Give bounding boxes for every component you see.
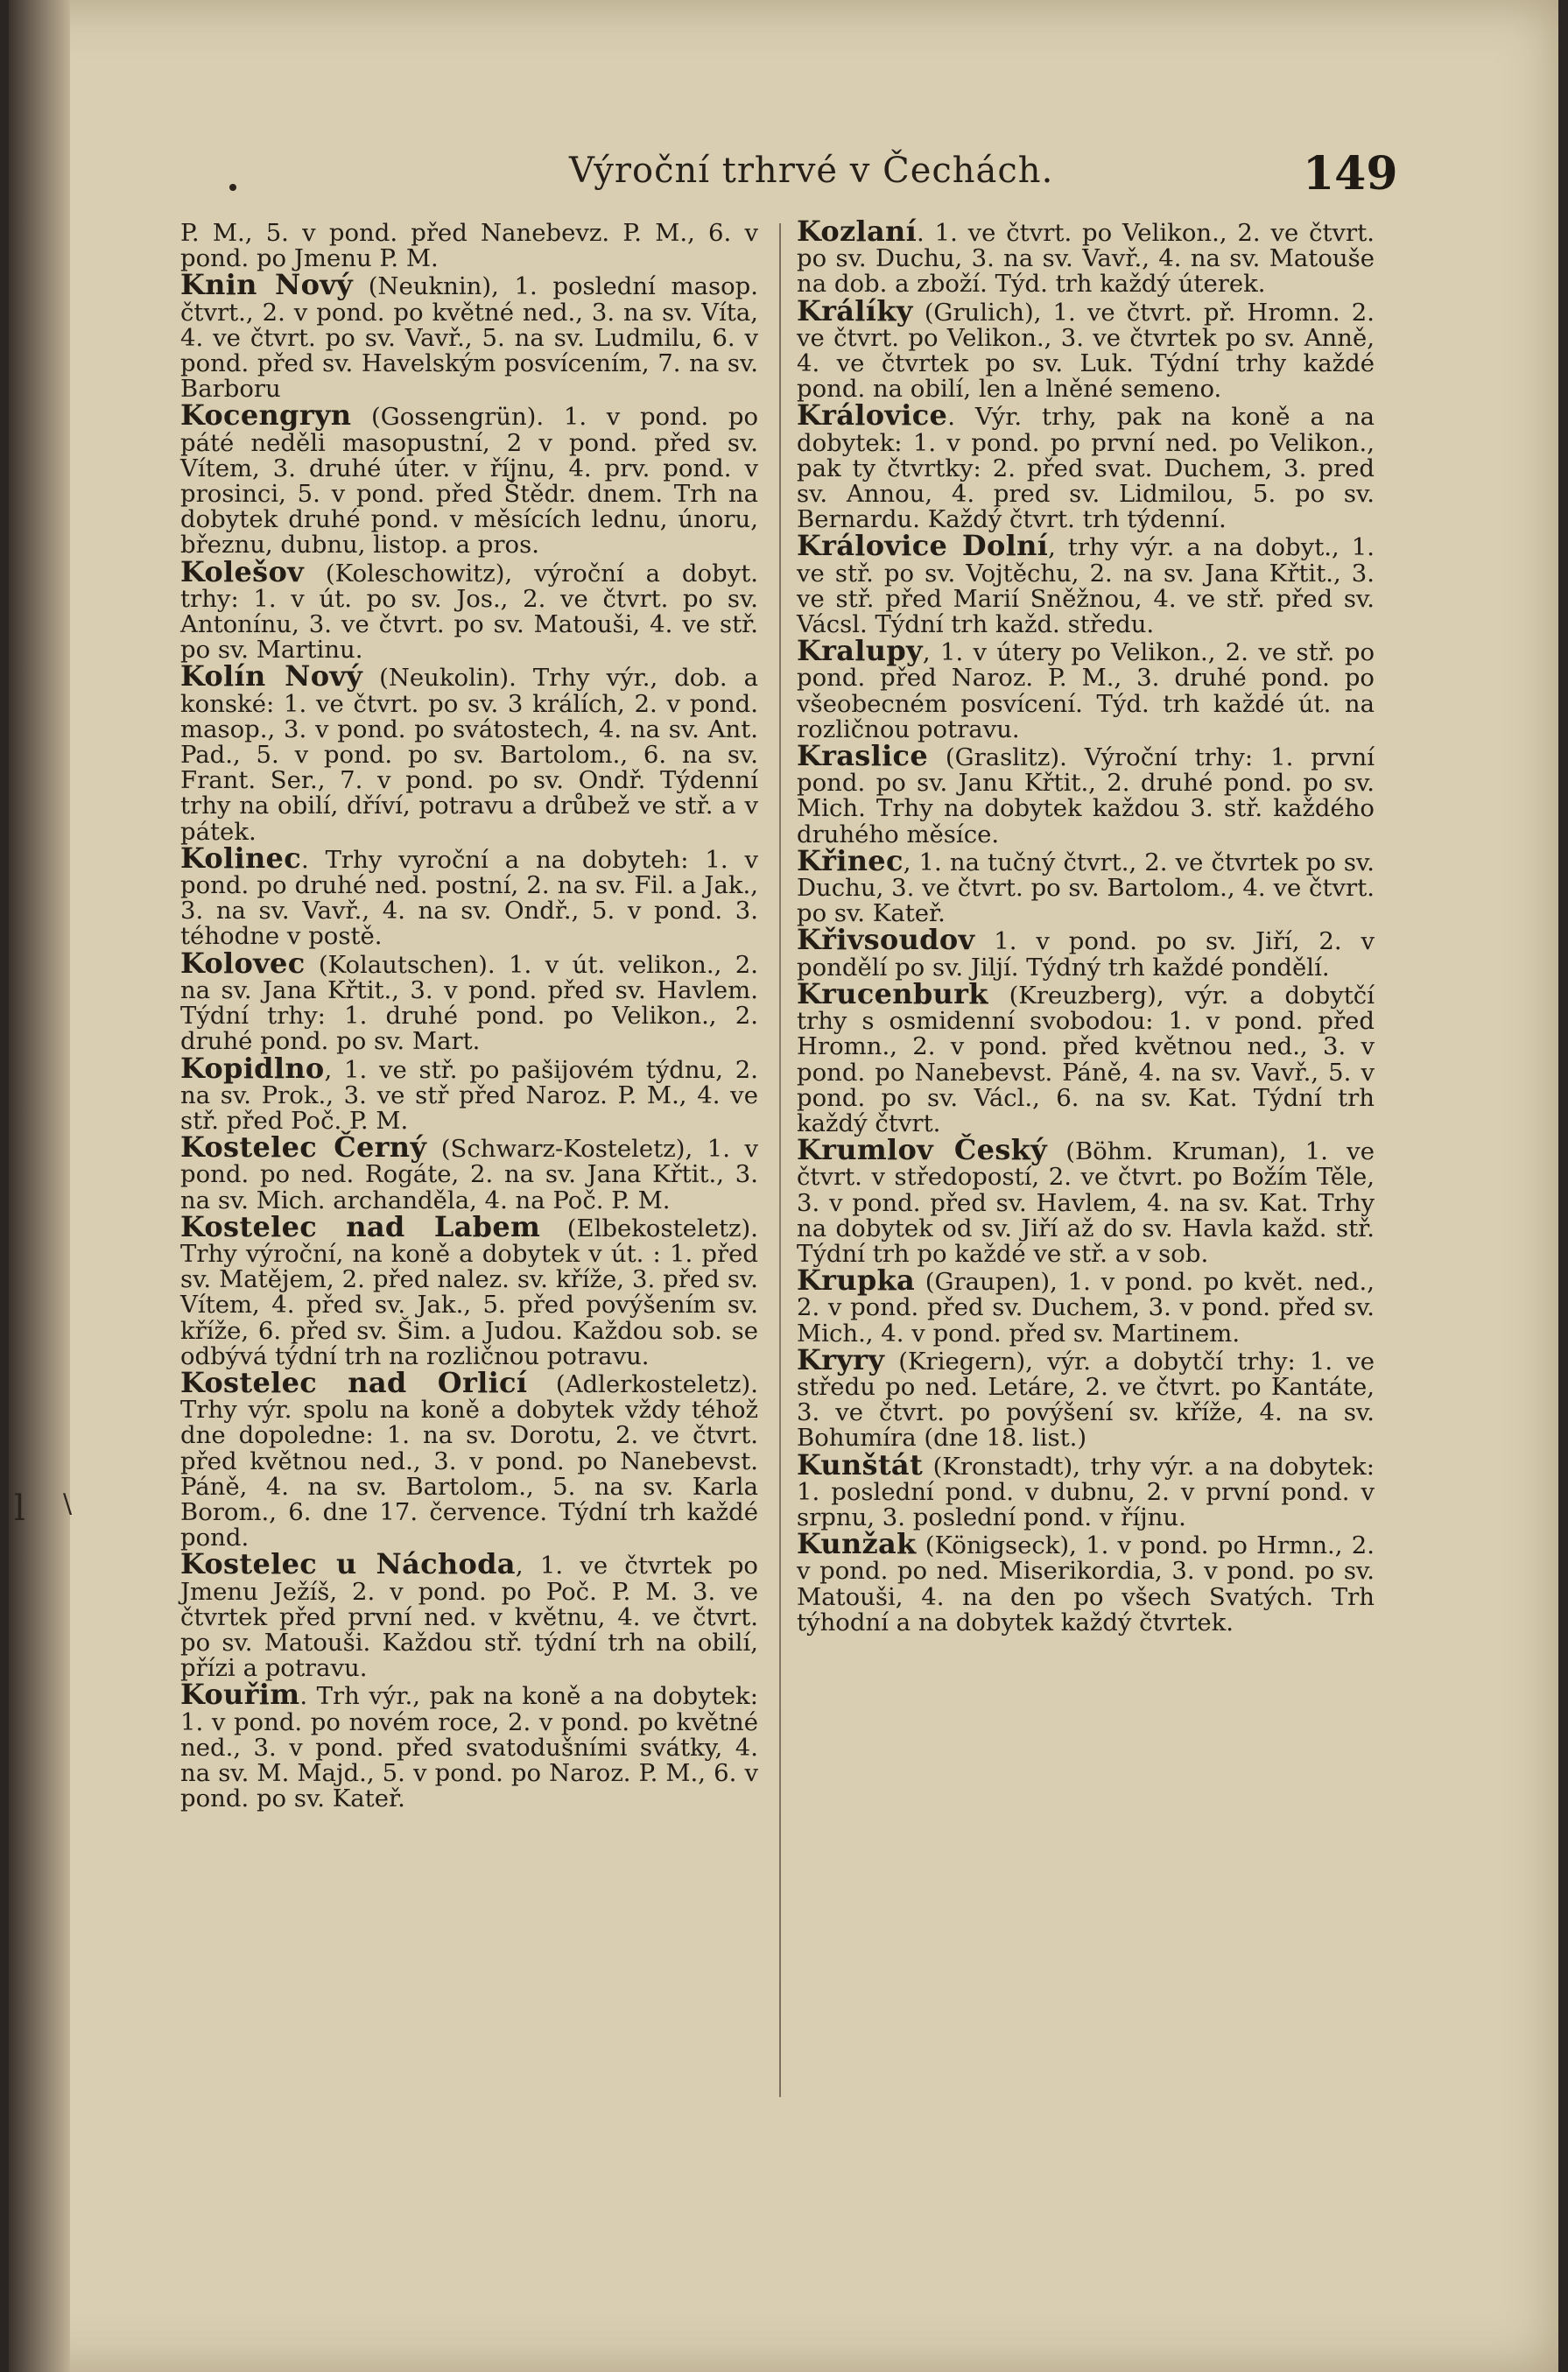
entry-text: P. M., 5. v pond. před Nanebevz. P. M., 6. v pond. po Jmenu P. M. — [180, 219, 758, 273]
gazetteer-entry — [180, 1209, 758, 1370]
entry-text: (Schwarz-Kosteletz), 1. v pond. po ned. Rogáte, 2. na sv. Jana Křtit., 3. na sv. Mich. archanděla, 4. na Poč. P. M. — [180, 1135, 759, 1214]
left-column — [180, 219, 758, 1812]
gazetteer-entry — [180, 1365, 759, 1552]
page-binding-shadow — [9, 0, 73, 2372]
gazetteer-entry — [797, 1263, 1375, 1348]
gazetteer-entry — [180, 398, 758, 560]
entry-place-name: Kolinec — [180, 841, 301, 875]
gazetteer-entry — [797, 1133, 1375, 1268]
running-head: Výroční trhrvé v Čechách. — [569, 151, 1054, 191]
entry-place-name: Kopidlno — [180, 1051, 325, 1085]
entry-text: 1. v pond. po sv. Jiří, 2. v pondělí po sv. Jiljí. Týdný trh každé pondělí. — [797, 927, 1375, 982]
entry-place-name: Kraslice — [797, 739, 928, 773]
entry-text: (Kreuzberg), výr. a dobytčí trhy s osmidenní svobodou: 1. v pond. před Hromn., 2. v pond. před květnou ned., 3. v pond. po Nanebevst. Páně, 4. na sv. Vavř., 5. v pond. po sv. Václ., 6. na sv. Kat. Týdní trh každý čtvrt. — [797, 981, 1375, 1137]
entry-text: . Trhy vyroční a na dobyteh: 1. v pond. po druhé ned. postní, 2. na sv. Fil. a Jak., 3. na sv. Vavř., 4. na sv. Ondř., 5. v pond. 3. téhodne v postě. — [180, 845, 758, 951]
entry-place-name: Kocengryn — [180, 398, 352, 433]
entry-place-name: Kouřim — [180, 1678, 300, 1712]
gazetteer-entry — [797, 634, 1375, 743]
page-number: 149 — [1303, 147, 1398, 201]
entry-text: . Výr. trhy, pak na koně a na dobytek: 1. v pond. po první ned. po Velikon., pak ty čtvrtky: 2. před svat. Duchem, 3. pred sv. Annou, 4. pred sv. Lidmilou, 5. po sv. Bernardu. Každý čtvrt. trh týdenní. — [797, 403, 1375, 534]
margin-mark-2: \ — [63, 1489, 73, 1519]
book-page — [9, 0, 1558, 2372]
gazetteer-entry — [180, 554, 758, 665]
entry-text: , 1. v útery po Velikon., 2. ve stř. po pond. před Naroz. P. M., 3. druhé pond. po všeobecném posvícení. Týd. trh každé út. na rozličnou potravu. — [797, 638, 1375, 743]
gazetteer-entry — [797, 293, 1375, 404]
gazetteer-entry — [797, 398, 1375, 534]
gazetteer-entry — [797, 843, 1375, 928]
entry-text: (Neukolin). Trhy výr., dob. a konské: 1. ve čtvrt. po sv. 3 králích, 2. v pond. masop., 3. v pond. po svátostech, 4. na sv. Ant. Pad., 5. v pond. po sv. Bartolom., 6. na sv. Frant. Ser., 7. v pond. po sv. Ondř. Týdenní trhy na obilí, dříví, potravu a drůbež ve stř. a v pátek. — [180, 664, 759, 846]
entry-place-name: Krucenburk — [797, 976, 988, 1010]
entry-text: (Koleschowitz), výroční a dobyt. trhy: 1. v út. po sv. Jos., 2. ve čtvrt. po sv. Antonínu, 3. ve čtvrt. po sv. Matouši, 4. ve stř. po sv. Martinu. — [180, 559, 758, 665]
entry-text: (Kronstadt), trhy výr. a na dobytek: 1. poslední pond. v dubnu, 2. v první pond. v srpnu, 3. poslední pond. v říjnu. — [797, 1452, 1375, 1531]
entry-text: (Gossengrün). 1. v pond. po páté neděli masopustní, 2 v pond. před sv. Vítem, 3. druhé úter. v říjnu, 4. prv. pond. v prosinci, 5. v pond. před Štědr. dnem. Trh na dobytek druhé pond. v měsících lednu, únoru, březnu, dubnu, listop. a pros. — [180, 403, 758, 560]
entry-place-name: Kostelec nad Orlicí — [180, 1365, 528, 1399]
entry-place-name: Královice — [797, 398, 948, 433]
entry-place-name: Kralupy — [797, 634, 923, 668]
entry-place-name: Kolín Nový — [180, 659, 363, 693]
ink-dot — [229, 184, 236, 191]
entry-place-name: Královice Dolní — [797, 529, 1049, 563]
entry-place-name: Krumlov Český — [797, 1133, 1048, 1167]
entry-text: (Elbekosteletz). Trhy výroční, na koně a dobytek v út. : 1. před sv. Matějem, 2. před nalez. sv. kříže, 3. před sv. Vítem, 4. před sv. Jak., 5. před povýšením sv. kříže, 6. před sv. Šim. a Judou. Každou sob. se odbývá týdní trh na rozličnou potravu. — [180, 1214, 758, 1370]
entry-text: . Trh výr., pak na koně a na dobytek: 1. v pond. po novém roce, 2. v pond. po květné ned., 3. v pond. před svatodušními svátky, 4. na sv. M. Majd., 5. v pond. po Naroz. P. M., 6. v pond. po sv. Kateř. — [180, 1682, 758, 1813]
gazetteer-entry — [797, 1527, 1375, 1636]
entry-text: (Kolautschen). 1. v út. velikon., 2. na sv. Jana Křtit., 3. v pond. před sv. Havlem. Týdní trhy: 1. druhé pond. po Velikon., 2. druhé pond. po sv. Mart. — [180, 950, 758, 1056]
entry-place-name: Kostelec nad Labem — [180, 1209, 541, 1243]
column-divider — [779, 223, 781, 2097]
entry-text: (Böhm. Kruman), 1. ve čtvrt. v středopostí, 2. ve čtvrt. po Božím Těle, 3. v pond. před sv. Havlem, 4. na sv. Kat. Trhy na dobytek od sv. Jiří až do sv. Havla každ. stř. Týdní trh po každé ve stř. a v sob. — [797, 1137, 1375, 1268]
margin-mark: l — [14, 1489, 25, 1529]
gazetteer-entry — [797, 215, 1375, 299]
gazetteer-entry — [180, 841, 758, 951]
gazetteer-entry — [180, 1051, 758, 1135]
entry-place-name: Knin Nový — [180, 268, 354, 302]
gazetteer-entry — [797, 923, 1375, 982]
gazetteer-entry — [797, 529, 1375, 639]
gazetteer-entry — [180, 1130, 759, 1214]
gazetteer-entry — [180, 268, 758, 404]
entry-place-name: Krupka — [797, 1263, 916, 1298]
entry-text: (Adlerkosteletz). Trhy výr. spolu na koně a dobytek vždy téhož dne dopoledne: 1. na sv. Dorotu, 2. ve čtvrt. před květnou ned., 3. v pond. po Nanebevst. Páně, 4. na sv. Bartolom., 5. na sv. Karla Borom., 6. dne 17. července. Týdní trh každé pond. — [180, 1369, 759, 1552]
entry-place-name: Králíky — [797, 293, 913, 327]
gazetteer-entry — [180, 659, 759, 846]
gazetteer-entry — [797, 739, 1375, 848]
entry-text: (Neuknin), 1. poslední masop. čtvrt., 2. v pond. po květné ned., 3. na sv. Víta, 4. ve čtvrt. po sv. Vavř., 5. na sv. Ludmilu, 6. v pond. před sv. Havelským posvícením, 7. na sv. Barboru — [180, 272, 758, 404]
entry-text: . 1. ve čtvrt. po Velikon., 2. ve čtvrt. po sv. Duchu, 3. na sv. Vavř., 4. na sv. Matouše na dob. a zboží. Týd. trh každý úterek. — [797, 219, 1375, 299]
entry-text: , 1. ve čtvrtek po Jmenu Ježíš, 2. v pond. po Poč. P. M. 3. ve čtvrtek před první ned. v květnu, 4. ve čtvrt. po sv. Matouši. Každou stř. týdní trh na obilí, přízi a potravu. — [180, 1552, 758, 1683]
entry-place-name: Kostelec u Náchoda — [180, 1547, 516, 1581]
entry-place-name: Kryry — [797, 1342, 885, 1376]
right-column — [797, 215, 1375, 1636]
entry-text: , trhy výr. a na dobyt., 1. ve stř. po sv. Vojtěchu, 2. na sv. Jana Křtit., 3. ve stř. před Marií Sněžnou, 4. ve stř. před sv. Vácsl. Týdní trh každ. středu. — [797, 533, 1375, 639]
entry-text: (Kriegern), výr. a dobytčí trhy: 1. ve středu po ned. Letáre, 2. ve čtvrt. po Kantáte, 3. ve čtvrt. po povýšení sv. kříže, 4. na sv. Bohumíra (dne 18. list.) — [797, 1347, 1375, 1453]
entry-text: (Graslitz). Výroční trhy: 1. první pond. po sv. Janu Křtit., 2. druhé pond. po sv. Mich. Trhy na dobytek každou 3. stř. každého druhého měsíce. — [797, 743, 1375, 848]
entry-place-name: Kunštát — [797, 1447, 924, 1482]
entry-place-name: Kolešov — [180, 554, 305, 588]
gazetteer-entry — [797, 1447, 1375, 1531]
entry-text: , 1. na tučný čtvrt., 2. ve čtvrtek po sv. Duchu, 3. ve čtvrt. po sv. Bartolom., 4. ve čtvrt. po sv. Kateř. — [797, 848, 1375, 928]
entry-text: (Grulich), 1. ve čtvrt. př. Hromn. 2. ve čtvrt. po Velikon., 3. ve čtvrtek po sv. Anně, 4. ve čtvrtek po sv. Luk. Týdní trhy každé pond. na obilí, len a lněné semeno. — [797, 298, 1375, 404]
gazetteer-entry — [180, 219, 758, 271]
gazetteer-entry — [180, 1678, 758, 1813]
entry-place-name: Kostelec Černý — [180, 1130, 427, 1165]
entry-place-name: Kolovec — [180, 946, 306, 980]
gazetteer-entry — [797, 976, 1375, 1137]
gazetteer-entry — [180, 946, 758, 1056]
entry-text: (Graupen), 1. v pond. po květ. ned., 2. v pond. před sv. Duchem, 3. v pond. před sv. Mich., 4. v pond. před sv. Martinem. — [797, 1268, 1375, 1348]
gazetteer-entry — [180, 1547, 758, 1683]
entry-place-name: Křinec — [797, 843, 904, 877]
entry-place-name: Křivsoudov — [797, 923, 975, 957]
entry-text: (Königseck), 1. v pond. po Hrmn., 2. v pond. po ned. Miserikordia, 3. v pond. po sv. Matouši, 4. na den po všech Svatých. Trh týhodní a na dobytek každý čtvrtek. — [797, 1531, 1375, 1636]
entry-place-name: Kozlaní — [797, 215, 918, 248]
entry-place-name: Kunžak — [797, 1527, 917, 1561]
entry-text: , 1. ve stř. po pašijovém týdnu, 2. na sv. Prok., 3. ve stř před Naroz. P. M., 4. ve stř. před Poč. P. M. — [180, 1055, 758, 1135]
gazetteer-entry — [797, 1342, 1375, 1453]
